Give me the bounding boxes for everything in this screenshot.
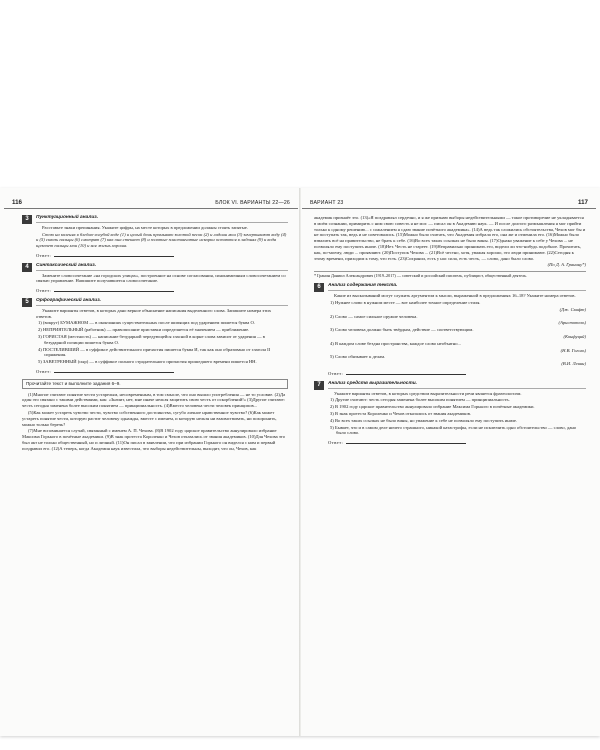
task-number: 4 (22, 263, 32, 272)
answer-field[interactable] (36, 368, 288, 375)
task-heading: Синтаксический анализ. (36, 263, 288, 271)
option-author: (Конфуций) (563, 333, 586, 339)
task-3 (22, 215, 288, 259)
option: 2) НЕПРИЯТЕЛЬНЫЙ (работник) — правописание приставки определяется её значением — приближение. (38, 327, 250, 333)
page-number: 117 (578, 199, 588, 206)
task-number: 5 (22, 298, 32, 307)
task-number: 7 (314, 381, 324, 390)
task-number: 3 (22, 215, 32, 224)
option: 2) В 1902 году царское правительство аннулировало избрание Максима Горького в почётные академики. (330, 404, 535, 410)
task-instruction: Замените словосочетание «на городских улицах», построенное на основе согласования, синонимичным словосочетанием со связью управление. Напишите получившееся словосочетание. (36, 272, 286, 284)
passage-paragraph: (7)Мне вспоминается случай, связанный с именем А. П. Чехова. (8)В 1902 году царское правительство аннулировало избрание Максима Горького в почётные академики. (9)В знак протеста Короленко и Чехов отказались от звания академиков. (10)Для Чехова это был акт не только общественный, но и личный. (11)Он писал в заявлении, что при избрании Горького он виделся с ним и первый поздравил его. (12)А теперь, когда Академия наук известила, что выборы недействительны, выходит, что он, Чехов, как (22, 428, 286, 451)
answer-label: Ответ: (36, 368, 52, 374)
task-heading: Анализ средств выразительности. (328, 381, 586, 389)
left-page (4, 188, 298, 736)
running-title: ВАРИАНТ 23 (310, 199, 344, 206)
option: 5) Слово обязывает к делам. (330, 354, 386, 360)
option-author: (Аристотель) (558, 320, 586, 326)
task-7 (314, 381, 586, 446)
task-number: 6 (314, 283, 324, 292)
passage-author: (По Д. А. Гранину*) (547, 262, 586, 268)
read-instruction: Прочитайте текст и выполните задания 6–9. (22, 379, 288, 389)
task-text: Стою на коленях в бледно-голубой воде (1) и целый день промываю золотой песок (2) и ладони мои (3) зачерпывают воду (4) и (5) сквозь пальцы (6) смотрят (7) как она стекает (8) и золотые пластинчатые искорки остаются в ладонях (9) и вода щекочет пальцы мои (10) и вся жизнь хороша. (36, 231, 287, 249)
task-instruction: Какие из высказываний могут служить аргументом к мысли, выраженной в предложениях 16–18? Укажите номера ответов. (334, 293, 576, 299)
task-4 (22, 263, 288, 294)
option-author: (В.И. Ленин) (561, 361, 586, 367)
passage-paragraph: (1)Многие считают понятие чести устарелым, несовременным, в том смысле, что оно вышло употребления — не то условие. (2)Да один это связано с такими действиями, как: «Значит, нет, мне иначе нельзя защитить свою честь от оскорблений!» (3)Другие считают: честь сегодня заменена более высоким понятием — принципиальность. (4)Вместо человека чести человек принципов... (22, 391, 286, 409)
option: 5) ЗАВЕТРЕННЫЙ (сыр) — в суффиксе полного страдательного причастия прошедшего времени пишется НН. (38, 359, 257, 365)
task-instruction: Укажите варианты ответов, в которых дано верное объяснение написания выделенного слова. Запишите номера этих ответов. (36, 307, 272, 319)
task-instruction: Расставьте знаки препинания. Укажите цифры, на месте которых в предложении должны стоять запятые. (42, 224, 248, 230)
option: 4) Во всех таких ссылках не было вины, но уважение к себе не позволяло ему поступить иначе. (330, 417, 518, 423)
page-number: 116 (12, 199, 22, 206)
option: 3) Слово человека должно быть твёрдым, действие — соответствующим. (330, 327, 474, 333)
task-5 (22, 298, 288, 375)
option: 3) В знак протеста Короленко и Чехов отказались от звания академиков. (330, 410, 472, 416)
right-running-header (302, 188, 596, 209)
answer-label: Ответ: (328, 370, 344, 376)
answer-label: Ответ: (36, 288, 52, 294)
answer-field[interactable] (328, 370, 586, 377)
option: 4) В каждом слове бездна пространства, каждое слово необъятно... (330, 340, 461, 346)
task-heading: Пунктуационный анализ. (36, 215, 288, 223)
answer-label: Ответ: (36, 252, 52, 258)
option: 1) Другие считают: честь сегодня заменена более высоким понятием — принципиальность. (330, 397, 510, 403)
option: 2) Слово — самое сильное оружие человека. (330, 313, 418, 319)
task-instruction: Укажите варианты ответов, в которых средством выразительности речи является фразеологизм. (334, 390, 522, 396)
task-heading: Орфографический анализ. (36, 298, 288, 306)
task-6 (314, 283, 586, 376)
option: 1) (вокруг) БУМАЖНОМ — в окончаниях существительных после шипящих под ударением пишется буква О. (38, 320, 255, 326)
book-gutter (299, 188, 301, 736)
passage-continued: академик признаёт это. (13)«Я поздравлял сердечно, и я же признаю выборы недействительными — такое противоречие не укладывается в моём сознании, примирить с ним свою совесть я не мог. — писал он в Академию наук. — И после долгого размышления я мог прийти только к одному решению... с сожалением я сдаю звание почётного академика». (14)А ведь так сложились обстоятельства, Чехов мог бы и не поступать так, ведь и не советовались. (15)Можно было считать, что Академия избрала его, она же и отменила его. (16)Можно было взвалить всё на правительство, не брать к себе. (16)Во всех таких ссылках не было вины. (17)Однако уважение к себе у Чехова ... не позволяло ему поступить иначе. (18)Нет. Честь не стареет. (19)Неправильно принимать его, видели ли что-нибудь подобное. Прочитать, как, по-моему, люди ... проявляют. (20)Поступок Чехова ... (21)Всё честно, хотя, уважая хорошо, это люди принимают. (22)Сегодня к этому времени, приходим к тому, что есть. (23)Сохранил, есть у нас сила, есть честь, — слово, дано было слово. (314, 215, 586, 261)
right-page (302, 188, 596, 736)
book-spread (0, 188, 600, 736)
running-title: БЛОК VI. ВАРИАНТЫ 22—26 (215, 199, 290, 206)
answer-field[interactable] (36, 252, 288, 259)
option: 1) Нужнее слово в нужном месте — вот наиболее точное определение стиля. (330, 299, 481, 305)
option: 4) ПОСТЕЛИВШИЙ — в суффиксе действительного причастия пишется буква И, так как оно образовано от глагола II спряжения. (38, 346, 271, 358)
option-author: (Н.В. Гоголь) (560, 347, 586, 353)
passage-paragraph: (5)Как может устареть чувство чести, чувство собственного достоинства, сугубо личное нравственное чувство? (6)Как может устареть понятие чести, которую растит человеку однажды, вместе с именем, и которую нельзя ни взаимствовать, ни похоронить, можно только беречь? (22, 409, 277, 427)
answer-label: Ответ: (328, 440, 344, 446)
option: 3) ГОРИСТАЯ (местность) — написание безударной чередующейся гласной в корне слова зависит от ударения — в безударной позиции пишется буква О. (38, 333, 265, 345)
left-running-header (4, 188, 298, 209)
answer-field[interactable] (328, 439, 586, 446)
task-heading: Анализ содержания текста. (328, 283, 586, 291)
option-author: (Дж. Свифт) (559, 306, 586, 312)
answer-field[interactable] (36, 287, 288, 294)
option: 5) Бывает, что и в самом деле ничего страшного, никакой катастрофы, если не исключить одно обстоятельство — слово, дано было слово. (330, 424, 577, 436)
footnote: * Гранин Даниил Александрович (1919–2017) — советский и российский писатель, публицист, общественный деятель. (314, 271, 586, 278)
